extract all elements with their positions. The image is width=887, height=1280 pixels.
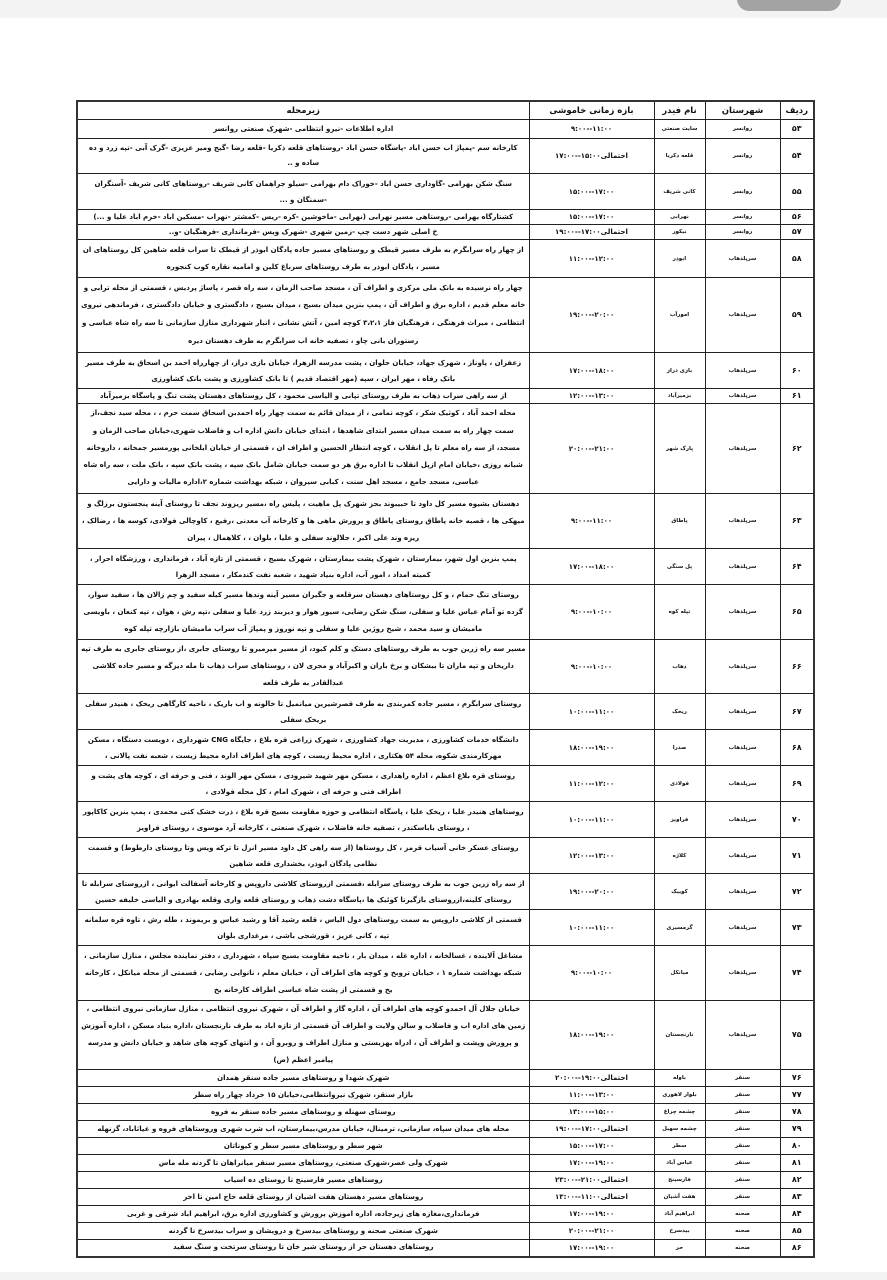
area-cell: چهار راه نرسیده به بانک ملی مرکزی و اطراف آن ، مسجد صاحب الزمان ، سه راه قصر ، پاساژ پردیس ، قسمتی از محله ترابی و خانه معلم قدیم ، اداره برق و اطراف آن ، پمپ بنزین میدان بسیج ، میدان بسیج ، دادگستری و خیابان دادگستری ، فرماندهی نیروی انتظامی ، میراث فرهنگی ، فرهنگیان فاز ۳،۲،۱ کوچه امین ، آتش نشانی ، انبار شهرداری منازل سازمانی تا سه راه شاه عباسی و رستوران بانی چاو ، تصفیه خانه اب سرابگرم به طرف دهستان دیره bbox=[77, 278, 529, 353]
feeder-cell: امورآب bbox=[654, 278, 705, 353]
table-row bbox=[77, 1070, 814, 1087]
table-row bbox=[77, 1001, 814, 1070]
table-row bbox=[77, 549, 814, 585]
row-number-cell: ۶۲ bbox=[780, 404, 814, 494]
feeder-cell: فارسینج bbox=[654, 1172, 705, 1189]
table-row bbox=[77, 1240, 814, 1257]
city-cell: روانسر bbox=[705, 210, 780, 225]
outage-time-cell: ۲۰:۰۰--۲۱:۰۰ bbox=[529, 1223, 654, 1240]
row-number-cell: ۵۳ bbox=[780, 120, 814, 139]
row-number-cell: ۵۵ bbox=[780, 174, 814, 210]
outage-time-cell: ۱۷:۰۰--۱۸:۰۰ bbox=[529, 549, 654, 585]
feeder-cell: ریخک bbox=[654, 694, 705, 730]
table-row bbox=[77, 1104, 814, 1121]
row-number-cell: ۷۹ bbox=[780, 1121, 814, 1138]
outage-time-cell: ۱۱:۰۰--۱۳:۰۰ bbox=[529, 1087, 654, 1104]
table-row bbox=[77, 730, 814, 766]
area-cell: خیابان جلال آل احمدو کوچه های اطراف آن ، اداره گاز و اطراف آن ، شهرک نیروی انتظامی ، منازل سازمانی نیروی انتظامی ، زمین های اداره اب و فاضلاب و سالن ولایت و اطراف آن قسمتی از تازه اباد به طرف نارنجستان ،اداره بنیاد مسکن ، اداره آموزش و پرورش وپشت و اطراف آن ، ادراه بهزیستی و منازل اطراف و روبرو آن ، و انتهای کوچه های شاهد و خیابان دانش و مدرسه پیامبر اعظم (ص) bbox=[77, 1001, 529, 1070]
feeder-cell: ذهاب bbox=[654, 640, 705, 694]
city-cell: سرپلذهاب bbox=[705, 838, 780, 874]
feeder-cell: بلوار لاهوری bbox=[654, 1087, 705, 1104]
city-cell: سرپلذهاب bbox=[705, 494, 780, 549]
row-number-cell: ۶۱ bbox=[780, 389, 814, 404]
area-cell: دانشگاه خدمات کشاورزی ، مدیریت جهاد کشاورزی ، شهرک زراعی قره بلاغ ، جایگاه CNG شهرداری ، دویست دستگاه ، مسکن مهرکارمندی شکوه، محله ۵۴ هکتاری ، اداره محیط زیست ، کوچه های اطراف اداره محیط زیست ، شعبه نفت پالانی ، bbox=[77, 730, 529, 766]
outage-time-cell: ۱۰:۰۰--۱۱:۰۰ bbox=[529, 910, 654, 946]
outage-time-cell: ۱۰:۰۰--۱۱:۰۰ bbox=[529, 802, 654, 838]
outage-time-cell: ۱۹:۰۰--۲۰:۰۰ bbox=[529, 278, 654, 353]
outage-time-cell: ۲۰:۰۰--۲۱:۰۰ bbox=[529, 404, 654, 494]
city-cell: سرپلذهاب bbox=[705, 874, 780, 910]
city-cell: سنقر bbox=[705, 1070, 780, 1087]
outage-time-cell: ۱۲:۰۰--۱۳:۰۰ bbox=[529, 838, 654, 874]
outage-time-cell: ۱۹:۰۰--۱۷:۰۰احتمالی bbox=[529, 1121, 654, 1138]
outage-time-cell: ۲۰:۰۰--۱۹:۰۰احتمالی bbox=[529, 1070, 654, 1087]
table-row bbox=[77, 1189, 814, 1206]
row-number-cell: ۷۲ bbox=[780, 874, 814, 910]
city-cell: سنقر bbox=[705, 1121, 780, 1138]
row-number-cell: ۶۵ bbox=[780, 585, 814, 640]
feeder-cell: قلعه ذکریا bbox=[654, 139, 705, 174]
row-number-cell: ۷۱ bbox=[780, 838, 814, 874]
outage-schedule-sheet bbox=[76, 100, 813, 1258]
feeder-cell: گرمسیری bbox=[654, 910, 705, 946]
outage-time-cell: ۱۲:۰۰--۱۳:۰۰ bbox=[529, 389, 654, 404]
row-number-cell: ۶۷ bbox=[780, 694, 814, 730]
area-cell: روستای قره بلاغ اعظم ، اداره راهداری ، مسکن مهر شهید شیرودی ، مسکن مهر الوند ، فنی و حرفه ای ، کوچه های پشت و اطراف فنی و حرفه ای ، شهرک امام ، کل محله فولادی ، bbox=[77, 766, 529, 802]
city-cell: سنقر bbox=[705, 1138, 780, 1155]
city-cell: روانسر bbox=[705, 120, 780, 139]
row-number-cell: ۶۳ bbox=[780, 494, 814, 549]
table-row bbox=[77, 1121, 814, 1138]
outage-time-cell: ۹:۰۰--۱۰:۰۰ bbox=[529, 585, 654, 640]
area-cell: فرمانداری،مغازه های زیرجاده، اداره اموزش پرورش و کشاورزی اداره برق، ابراهیم اباد شرقی و غربی bbox=[77, 1206, 529, 1223]
city-cell: سرپلذهاب bbox=[705, 404, 780, 494]
feeder-cell: نیکور bbox=[654, 225, 705, 240]
row-number-cell: ۶۸ bbox=[780, 730, 814, 766]
city-cell: سنقر bbox=[705, 1104, 780, 1121]
row-number-cell: ۵۸ bbox=[780, 240, 814, 278]
table-row bbox=[77, 802, 814, 838]
outage-time-cell: ۱۷:۰۰--۱۹:۰۰ bbox=[529, 1155, 654, 1172]
area-cell: روستای تنگ حمام ، و کل روستاهای دهستان سرقلعه و جگیران مسیر آینه وندها مسیر کیله سفید و چم زالان ها ، سفید سوار، گرده تو آمام عباس علیا و سفلی، سنگ شکن رضایی، سیور هوار و دیربند زرد علیا و سفلی ،تپه رش ، هوان ، تپه کنعان ، باویسی مامیشان و سید محمد ، شیخ روژین علیا و سفلی و تپه نوروز و پمپاژ آب سراب مامیشان بازارچه تپله کوه bbox=[77, 585, 529, 640]
feeder-cell: هفت آشیان bbox=[654, 1189, 705, 1206]
row-number-cell: ۵۴ bbox=[780, 139, 814, 174]
city-cell: سرپلذهاب bbox=[705, 549, 780, 585]
table-row bbox=[77, 494, 814, 549]
feeder-cell: چشمه سهیل bbox=[654, 1121, 705, 1138]
city-cell: سرپلذهاب bbox=[705, 585, 780, 640]
area-cell: از چهار راه سرابگرم به طرف مسیر قیطک و روستاهای مسیر جاده پادگان ابوذر از قیطک تا سراب قلعه شاهین کل روستاهای ان مسیر ، پادگان ابوذر به طرف روستاهای سرباغ کلین و امامیه نقاره کوب کنجوره bbox=[77, 240, 529, 278]
row-number-cell: ۶۶ bbox=[780, 640, 814, 694]
outage-time-cell: ۱۵:۰۰--۱۷:۰۰ bbox=[529, 174, 654, 210]
outage-time-cell: ۱۸:۰۰--۱۹:۰۰ bbox=[529, 1001, 654, 1070]
outage-time-cell: ۱۷:۰۰--۱۹:۰۰ bbox=[529, 1240, 654, 1257]
feeder-cell: حر bbox=[654, 1240, 705, 1257]
feeder-cell: کلاژه bbox=[654, 838, 705, 874]
feeder-cell: سایت صنعتی bbox=[654, 120, 705, 139]
outage-time-cell: ۱۳:۰۰--۱۵:۰۰ bbox=[529, 1104, 654, 1121]
area-cell: شهرک ولی عصر،شهرک صنعتی، روستاهای مسیر سنقر میانراهان تا گردنه مله ماس bbox=[77, 1155, 529, 1172]
table-row bbox=[77, 1087, 814, 1104]
table-row bbox=[77, 278, 814, 353]
area-cell: روستای سرابگرم ، مسیر جاده کمربندی به طرف قصرشیرین میانمیل تا خالونه و اب باریک ، ناحیه کارگاهی ریخک ، هنیدر سفلی بریخک سفلی bbox=[77, 694, 529, 730]
area-cell: خ اصلی شهر دست چپ -زمین شهری -شهرک ویس -فرمانداری -فرهنگیان -و.. bbox=[77, 225, 529, 240]
area-cell: زعفران ، پاوناز ، شهرک جهاد، خیابان حلوان ، پشت مدرسه الزهرا، خیابان بازی دراز، از چهارراه احمد بن اسحاق به طرف مسیر بانک رفاه ، مهر ایران ، سپه (مهر اقتصاد قدیم ) تا بانک کشاورزی و پشت بانک کشاورزی bbox=[77, 353, 529, 389]
feeder-cell: پارک شهر bbox=[654, 404, 705, 494]
city-cell: سرپلذهاب bbox=[705, 389, 780, 404]
city-cell: روانسر bbox=[705, 139, 780, 174]
area-cell: کشتارگاه بهرامی -روستاهی مسیر نهرابی (نهرابی -ماخوشین -کره -ریس -کمشتر -نهراب -مسکین اباد -خرم اباد علیا و ...) bbox=[77, 210, 529, 225]
feeder-cell: عباس آباد bbox=[654, 1155, 705, 1172]
table-row bbox=[77, 389, 814, 404]
row-number-cell: ۸۰ bbox=[780, 1138, 814, 1155]
feeder-cell: کوییک bbox=[654, 874, 705, 910]
table-row bbox=[77, 946, 814, 1001]
row-number-cell: ۷۳ bbox=[780, 910, 814, 946]
table-row bbox=[77, 174, 814, 210]
table-row bbox=[77, 1155, 814, 1172]
outage-time-cell: ۱۵:۰۰--۱۷:۰۰ bbox=[529, 210, 654, 225]
outage-time-cell: ۹:۰۰--۱۱:۰۰ bbox=[529, 494, 654, 549]
table-row bbox=[77, 1223, 814, 1240]
city-cell: سرپلذهاب bbox=[705, 353, 780, 389]
city-cell: سرپلذهاب bbox=[705, 240, 780, 278]
row-number-cell: ۸۶ bbox=[780, 1240, 814, 1257]
city-cell: صحنه bbox=[705, 1206, 780, 1223]
row-number-cell: ۸۲ bbox=[780, 1172, 814, 1189]
table-row bbox=[77, 1206, 814, 1223]
outage-time-cell: ۱۹:۰۰--۱۷:۰۰احتمالی bbox=[529, 225, 654, 240]
outage-schedule-table bbox=[76, 100, 815, 1258]
feeder-cell: چشمه چراغ bbox=[654, 1104, 705, 1121]
outage-time-cell: ۱۱:۰۰--۱۲:۰۰ bbox=[529, 766, 654, 802]
city-cell: سرپلذهاب bbox=[705, 910, 780, 946]
outage-time-cell: ۲۳:۰۰--۲۱:۰۰احتمالی bbox=[529, 1172, 654, 1189]
row-number-cell: ۸۱ bbox=[780, 1155, 814, 1172]
city-cell: سرپلذهاب bbox=[705, 946, 780, 1001]
area-cell: دهستان بشیوه مسیر کل داود تا حبیبوند بجز شهرک پل ماهیت ، پلیس راه ،مسیر ریزوند نجف تا روستای آینه پنجستون برزلگ و میهکی ها ، قصبه خانه پاطاق روستای پاطاق و پرورش ماهی ها و کارخانه آب معدنی ،رفیع ، کاوچالی فولادی، کوسه ها ، رضالک ، ریزه وند علی اکبر ، جلالوند سفلی و علیا ، بلوان ، ، کلاهمال ، پیران bbox=[77, 494, 529, 549]
table-row bbox=[77, 766, 814, 802]
feeder-cell: باوله bbox=[654, 1070, 705, 1087]
table-header-row bbox=[77, 101, 814, 120]
area-cell: روستاهای مسیر دهستان هفت اشیان از روستای قلعه حاج امین تا اخر bbox=[77, 1189, 529, 1206]
feeder-cell: میانکل bbox=[654, 946, 705, 1001]
viewer-bottom-bar bbox=[0, 1272, 887, 1280]
area-cell: بازار سنقر، شهرک نیروانتظامی،خیابان ۱۵ خرداد چهار راه سطر bbox=[77, 1087, 529, 1104]
table-row bbox=[77, 838, 814, 874]
table-row bbox=[77, 585, 814, 640]
outage-time-cell: ۱۰:۰۰--۱۱:۰۰ bbox=[529, 694, 654, 730]
row-number-cell: ۶۴ bbox=[780, 549, 814, 585]
outage-time-cell: ۱۳:۰۰--۱۱:۰۰احتمالی bbox=[529, 1189, 654, 1206]
outage-time-cell: ۹:۰۰--۱۰:۰۰ bbox=[529, 946, 654, 1001]
feeder-cell: تپله کوه bbox=[654, 585, 705, 640]
area-cell: از سه راه زرین جوب به طرف روستای سرابله ،قسمتی ازروستای کلاشی داروپس و کارخانه آسفالت ایوانی ، ازروستای سرابله تا روستای کلینه،ازروستای بازگیرتا کوئیک ها ،پاسگاه دشت ذهاب و روستای قلعه واری وقلعه بهادری و الیاسی خلیفه حسین bbox=[77, 874, 529, 910]
area-cell: از سه راهی سراب ذهاب به طرف روستای تپانی و الیاسی محمود ، کل روستاهای دهستان پشت تنگ و پاسگاه بزمیرآباد bbox=[77, 389, 529, 404]
header-city: شهرستان bbox=[705, 101, 780, 120]
city-cell: سرپلذهاب bbox=[705, 766, 780, 802]
city-cell: سنقر bbox=[705, 1087, 780, 1104]
area-cell: قسمتی از کلاشی داروپس به سمت روستاهای دول الیاس ، قلعه رشید آقا و رشید عباس و بریموند ، طله رش ، تاوه قره سلمانه تپه ، کانی عزیز ، قورشجی باشی ، مرغداری بلوان bbox=[77, 910, 529, 946]
area-cell: شهرک صنعتی صحنه و روستاهای بیدسرخ و درویشان و سراب بیدسرخ تا گردنه bbox=[77, 1223, 529, 1240]
outage-time-cell: ۹:۰۰--۱۰:۰۰ bbox=[529, 640, 654, 694]
row-number-cell: ۸۳ bbox=[780, 1189, 814, 1206]
area-cell: شهر سطر و روستاهای مسیر سطر و کیوناتان bbox=[77, 1138, 529, 1155]
city-cell: روانسر bbox=[705, 225, 780, 240]
row-number-cell: ۷۷ bbox=[780, 1087, 814, 1104]
area-cell: محله های میدان سپاه، سازمانی، ترمینال، خیابان مدرس،بیمارستان، اب شرب شهری وروستاهای فروه و غیاثاباد، گزنهله bbox=[77, 1121, 529, 1138]
city-cell: سرپلذهاب bbox=[705, 640, 780, 694]
feeder-cell: بیدسرخ bbox=[654, 1223, 705, 1240]
feeder-cell: سطر bbox=[654, 1138, 705, 1155]
table-row bbox=[77, 210, 814, 225]
feeder-cell: فولادی bbox=[654, 766, 705, 802]
row-number-cell: ۷۵ bbox=[780, 1001, 814, 1070]
area-cell: سنگ شکن بهرامی -گاوداری حسن اباد -خوراک دام بهرامی -سیلو جراهمان کانی شریف -روستاهای کانی شریف -آسنگران -سمنگان و ... bbox=[77, 174, 529, 210]
table-row bbox=[77, 139, 814, 174]
feeder-cell: ابراهیم آباد bbox=[654, 1206, 705, 1223]
feeder-cell: بزمیرآباد bbox=[654, 389, 705, 404]
city-cell: سرپلذهاب bbox=[705, 1001, 780, 1070]
table-row bbox=[77, 1138, 814, 1155]
row-number-cell: ۶۹ bbox=[780, 766, 814, 802]
table-row bbox=[77, 874, 814, 910]
outage-time-cell: ۹:۰۰--۱۱:۰۰ bbox=[529, 120, 654, 139]
table-body bbox=[77, 120, 814, 1257]
area-cell: محله احمد آباد ، کوثیک شکر ، کوچه نمامی ، از میدان قائم به سمت چهار راه احمدبن اسحاق سمت حرم ، ، محله سید نجف،از سمت چهار راه به سمت میدان مسیر ابتدای شاهدها ، ابتدای خیابان دانش اداره اب و فاضلاب شهری،خیابان صاحب الزمان و مسجد، از سه راه معلم تا پل انقلاب ، کوچه انتظار الحسین و اطراف ان ، قسمتی از خیابان ایلخانی پورمسیر جمخانه ، داروخانه شبانه روزی ،خیابان امام ازپل انقلاب تا اداره برق هر دو سمت خیابان شامل بانک سپه ، پشت بانک سپه ، بانک ملت ، سه راه شاه عباسی، مسجد جامع ، مسجد اهل سنت ، کبابی سیروان ، شبکه بهداشت شماره ۲،اداره مالیات و دارایی bbox=[77, 404, 529, 494]
city-cell: سنقر bbox=[705, 1189, 780, 1206]
table-row bbox=[77, 910, 814, 946]
outage-time-cell: ۱۸:۰۰--۱۹:۰۰ bbox=[529, 730, 654, 766]
feeder-cell: پاطاق bbox=[654, 494, 705, 549]
area-cell: روستاهای هنیدر علیا ، ریخک علیا ، پاسگاه انتظامی و حوزه مقاومت بسیج قره بلاغ ، ذرت خشک کنی محمدی ، پمپ بنزین کاکاپور ، روستای باباسکندر ، تصفیه خانه فاضلاب ، شهرک صنعتی ، کارخانه آرد موسوی ، روستای فراویز bbox=[77, 802, 529, 838]
city-cell: سنقر bbox=[705, 1155, 780, 1172]
header-row-number: ردیف bbox=[780, 101, 814, 120]
area-cell: روستاهای دهستان حر از روستای شیر خان تا روستای سرتخت و سنگ سفید bbox=[77, 1240, 529, 1257]
row-number-cell: ۸۴ bbox=[780, 1206, 814, 1223]
feeder-cell: ابوذر bbox=[654, 240, 705, 278]
city-cell: صحنه bbox=[705, 1240, 780, 1257]
city-cell: روانسر bbox=[705, 174, 780, 210]
header-area: زیرمحله bbox=[77, 101, 529, 120]
city-cell: سرپلذهاب bbox=[705, 802, 780, 838]
feeder-cell: نارنجستان bbox=[654, 1001, 705, 1070]
city-cell: سرپلذهاب bbox=[705, 278, 780, 353]
city-cell: سرپلذهاب bbox=[705, 730, 780, 766]
row-number-cell: ۷۰ bbox=[780, 802, 814, 838]
table-row bbox=[77, 404, 814, 494]
row-number-cell: ۵۷ bbox=[780, 225, 814, 240]
area-cell: شهرک شهدا و روستاهای مسیر جاده سنقر همدان bbox=[77, 1070, 529, 1087]
feeder-cell: صدرا bbox=[654, 730, 705, 766]
table-row bbox=[77, 640, 814, 694]
city-cell: سنقر bbox=[705, 1172, 780, 1189]
area-cell: روستای عسکر خانی آسیاب قرمز ، کل روستاها (از سه راهی کل داود مسیر انزل تا ترکه ویس وتا روستای دارطوط) و قسمت نظامی پادگان ابوذر، بخشداری قلعه شاهین bbox=[77, 838, 529, 874]
area-cell: مسیر سه راه زرین جوب به طرف روستاهای دستک و کلم کبود، از مسیر میرمیرو تا روستای جابری ،از روستای جابری به طرف تپه داریخان و تپه ماران تا بیشکان و برخ باران و اکبرآباد و مجری لان ، روستاهای سراب ذهاب تا مله دیزگه و مسیر جاده کلاشی عبدالقادر به طرف قلعه bbox=[77, 640, 529, 694]
feeder-cell: پل سنگی bbox=[654, 549, 705, 585]
header-feeder: نام فیدر bbox=[654, 101, 705, 120]
area-cell: روستای سهنله و روستاهای مسیر جاده سنقر به فروه bbox=[77, 1104, 529, 1121]
row-number-cell: ۵۶ bbox=[780, 210, 814, 225]
outage-time-cell: ۱۵:۰۰--۱۷:۰۰ bbox=[529, 1138, 654, 1155]
outage-time-cell: ۱۹:۰۰--۲۰:۰۰ bbox=[529, 874, 654, 910]
feeder-cell: فراویز bbox=[654, 802, 705, 838]
feeder-cell: کانی شریف bbox=[654, 174, 705, 210]
area-cell: مشاغل آلاینده ، غسالخانه ، اداره غله ، میدان بار ، ناحیه مقاومت بسیج سپاه ، شهرداری ، دفتر نماینده مجلس ، منازل سازمانی ، شبکه بهداشت شماره ۱ ، خیابان تروبخ و کوچه های اطراف آن ، خیابان معلم ، نانوایی رضایی ، قسمتی از محله میانکل ، کارخانه یخ و قسمتی از پشت شاه عباسی اطراف کارخانه یخ bbox=[77, 946, 529, 1001]
row-number-cell: ۶۰ bbox=[780, 353, 814, 389]
table-row bbox=[77, 1172, 814, 1189]
table-row bbox=[77, 240, 814, 278]
row-number-cell: ۸۵ bbox=[780, 1223, 814, 1240]
area-cell: پمپ بنزین اول شهر، بیمارستان ، شهرک پشت بیمارستان ، شهرک بسیج ، قسمتی از تازه آباد ، فرمانداری ، ورزشگاه احرار ، کمیته امداد ، امور آب، اداره بنیاد شهید ، شعبه نفت کندمکار ، مسجد الزهرا bbox=[77, 549, 529, 585]
header-outage-time: بازه زمانی خاموشی bbox=[529, 101, 654, 120]
table-row bbox=[77, 694, 814, 730]
row-number-cell: ۷۸ bbox=[780, 1104, 814, 1121]
area-cell: روستاهای مسیر فارسینج تا روستای ده اسیاب bbox=[77, 1172, 529, 1189]
table-row bbox=[77, 353, 814, 389]
area-cell: اداره اطلاعات -نیرو انتظامی -شهرک صنعتی روانسر bbox=[77, 120, 529, 139]
outage-time-cell: ۱۱:۰۰--۱۲:۰۰ bbox=[529, 240, 654, 278]
outage-time-cell: ۱۷:۰۰--۱۵:۰۰احتمالی bbox=[529, 139, 654, 174]
city-cell: صحنه bbox=[705, 1223, 780, 1240]
outage-time-cell: ۱۷:۰۰--۱۸:۰۰ bbox=[529, 353, 654, 389]
row-number-cell: ۷۶ bbox=[780, 1070, 814, 1087]
outage-time-cell: ۱۷:۰۰--۱۹:۰۰ bbox=[529, 1206, 654, 1223]
feeder-cell: نهرابی bbox=[654, 210, 705, 225]
row-number-cell: ۵۹ bbox=[780, 278, 814, 353]
table-row bbox=[77, 225, 814, 240]
row-number-cell: ۷۴ bbox=[780, 946, 814, 1001]
viewer-handle[interactable] bbox=[737, 0, 841, 11]
table-row bbox=[77, 120, 814, 139]
area-cell: کارخانه سم -پمپاژ اب حسن اباد -پاسگاه حسن اباد -روستاهای قلعه ذکریا -قلعه رضا -گیج ومیر عزیزی -گرک آبی -تپه زرد و ده ساده و .. bbox=[77, 139, 529, 174]
city-cell: سرپلذهاب bbox=[705, 694, 780, 730]
feeder-cell: بازی دراز bbox=[654, 353, 705, 389]
